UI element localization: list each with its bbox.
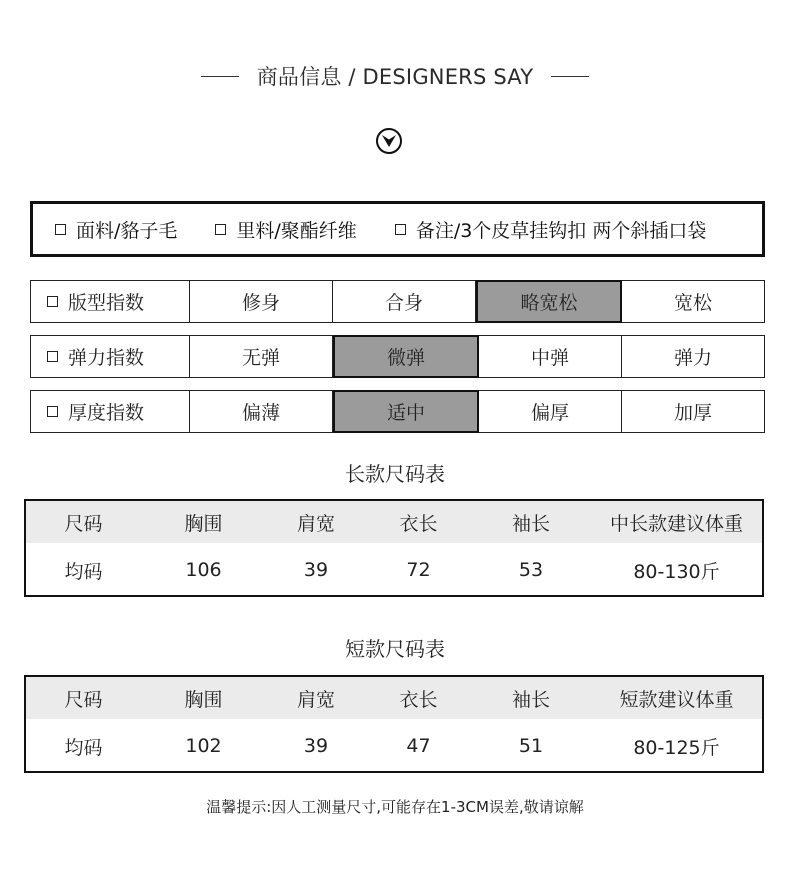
fabric-item-lining: [215, 216, 356, 243]
table-cell: 102: [185, 735, 222, 757]
fabric-info-box: [30, 201, 765, 257]
table-cell: 39: [303, 559, 329, 581]
checkbox-icon: [47, 351, 58, 362]
checkbox-icon: [55, 224, 66, 235]
table-header-row: [26, 501, 762, 543]
section-title-text: 商品信息 / DESIGNERS SAY: [256, 65, 534, 89]
index-option-selected: 略宽松: [476, 280, 622, 323]
table-header: 中长款建议体重: [609, 512, 743, 535]
checkbox-icon: [47, 406, 58, 417]
fabric-label: 备注/3个皮草挂钩扣 两个斜插口袋: [415, 219, 707, 242]
short-size-table: [24, 675, 764, 773]
table-row: [26, 719, 762, 773]
table-header: 衣长: [399, 512, 438, 535]
long-table-title: 长款尺码表: [345, 462, 445, 486]
index-option-selected: 微弹: [333, 335, 479, 378]
index-row-fit: [30, 280, 765, 323]
table-header-row: [26, 677, 762, 719]
table-cell: 80-125斤: [633, 736, 720, 759]
index-option: 修身: [190, 280, 333, 323]
table-header: 肩宽: [296, 512, 335, 535]
index-label: 版型指数: [30, 280, 190, 323]
table-header: 短款建议体重: [619, 688, 734, 711]
table-cell: 53: [518, 559, 544, 581]
index-option: 弹力: [622, 335, 765, 378]
table-header: 袖长: [511, 512, 550, 535]
table-cell: 72: [406, 559, 431, 581]
short-table-title: 短款尺码表: [345, 637, 445, 661]
fabric-item-notes: [395, 216, 707, 243]
index-option: 宽松: [622, 280, 765, 323]
fabric-item-outer: [55, 216, 177, 243]
index-option: 中弹: [479, 335, 622, 378]
table-cell: 51: [518, 735, 544, 757]
table-cell: 均码: [64, 736, 103, 759]
chevron-down-circle-icon: [376, 128, 402, 154]
index-option: 合身: [333, 280, 476, 323]
fabric-label: 面料/貉子毛: [76, 219, 178, 242]
table-cell: 80-130斤: [633, 560, 720, 583]
section-title: [0, 58, 790, 94]
index-option: 加厚: [622, 390, 765, 433]
table-header: 肩宽: [296, 688, 335, 711]
table-cell: 106: [185, 559, 222, 581]
index-option: 无弹: [190, 335, 333, 378]
checkbox-icon: [215, 224, 226, 235]
table-row: [26, 543, 762, 597]
table-header: 袖长: [511, 688, 550, 711]
index-row-thickness: [30, 390, 765, 433]
table-cell: 47: [406, 735, 431, 757]
table-header: 尺码: [64, 688, 103, 711]
index-option: 偏薄: [190, 390, 333, 433]
title-left-line: [201, 76, 239, 77]
index-label: 厚度指数: [30, 390, 190, 433]
index-label: 弹力指数: [30, 335, 190, 378]
table-header: 尺码: [64, 512, 103, 535]
checkbox-icon: [395, 224, 406, 235]
measurement-note: 温馨提示:因人工测量尺寸,可能存在1-3CM误差,敬请谅解: [206, 798, 584, 816]
table-header: 衣长: [399, 688, 438, 711]
long-size-table: [24, 499, 764, 597]
title-right-line: [551, 76, 589, 77]
table-header: 胸围: [184, 688, 223, 711]
table-cell: 39: [303, 735, 329, 757]
table-cell: 均码: [64, 560, 103, 583]
index-option: 偏厚: [479, 390, 622, 433]
checkbox-icon: [47, 296, 58, 307]
table-header: 胸围: [184, 512, 223, 535]
index-option-selected: 适中: [333, 390, 479, 433]
index-row-elasticity: [30, 335, 765, 378]
fabric-label: 里料/聚酯纤维: [236, 219, 357, 242]
